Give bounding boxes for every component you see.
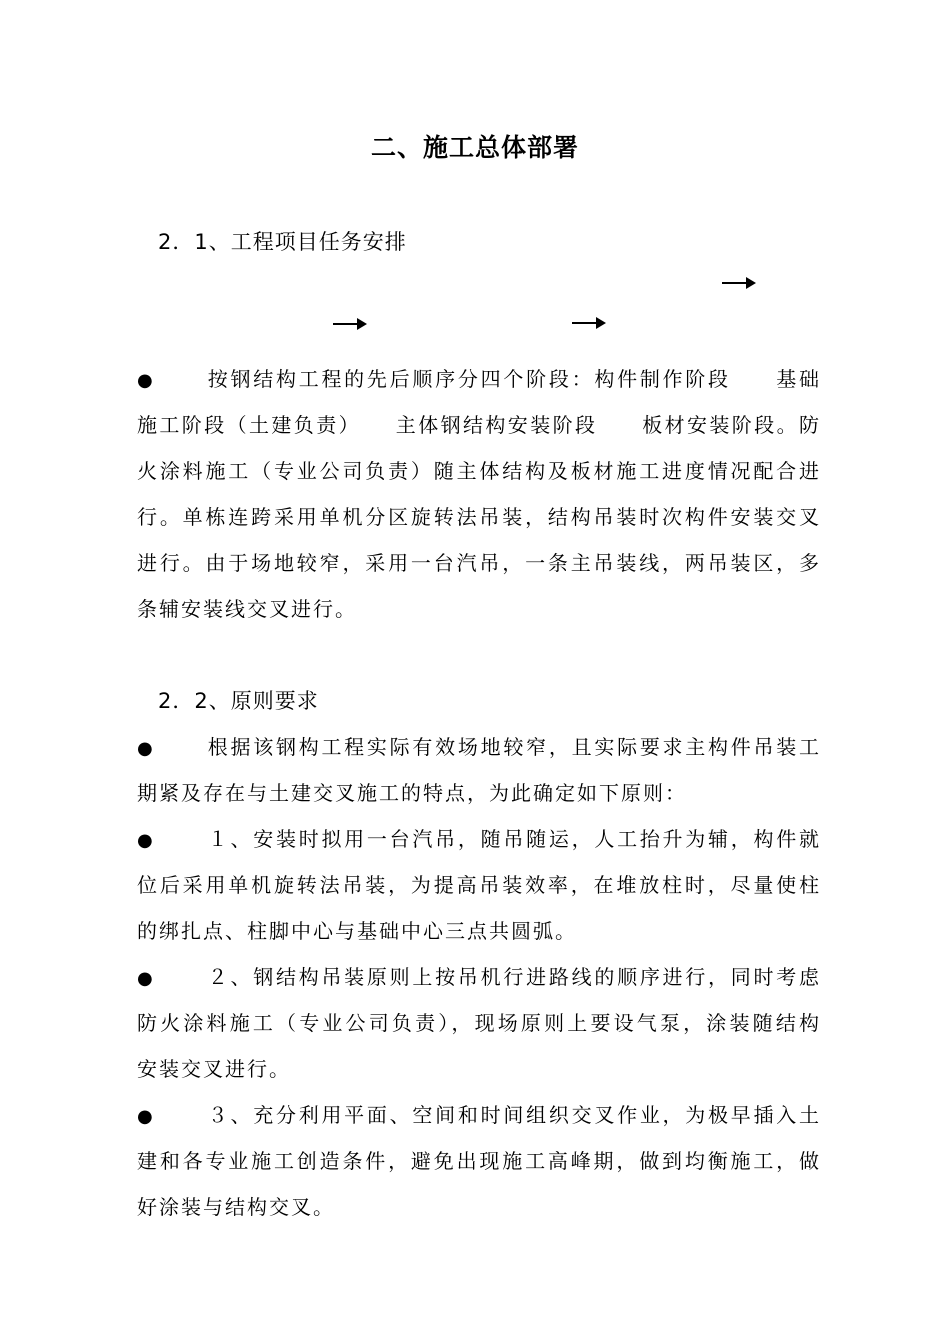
flow-arrow-icon (722, 282, 748, 284)
flow-arrow-icon (333, 323, 359, 325)
section-2-2-paragraph-1 (137, 724, 821, 816)
section-heading-2-2: 2．2、原则要求 (158, 689, 319, 713)
paragraph-line: ● 根据该钢构工程实际有效场地较窄，且实际要求主构件吊装工 (137, 724, 821, 770)
paragraph-line: 建和各专业施工创造条件，避免出现施工高峰期，做到均衡施工，做 (137, 1149, 821, 1173)
section-heading-2-1: 2．1、工程项目任务安排 (158, 230, 407, 254)
paragraph-line: 安装交叉进行。 (137, 1057, 291, 1081)
paragraph-line: 行。单栋连跨采用单机分区旋转法吊装，结构吊装时次构件安装交叉 (137, 505, 821, 529)
paragraph-line: 的绑扎点、柱脚中心与基础中心三点共圆弧。 (137, 919, 577, 943)
section-2-2-paragraph-2 (137, 816, 821, 954)
paragraph-line: 位后采用单机旋转法吊装，为提高吊装效率，在堆放柱时，尽量使柱 (137, 873, 821, 897)
bullet-icon: ● (137, 968, 155, 989)
flow-arrow-icon (572, 322, 598, 324)
page-title: 二、施工总体部署 (370, 133, 579, 162)
bullet-icon: ● (137, 830, 155, 851)
paragraph-line: ● ２、钢结构吊装原则上按吊机行进路线的顺序进行，同时考虑 (137, 954, 821, 1000)
paragraph-line: 施工阶段（土建负责） 主体钢结构安装阶段 板材安装阶段。防 (137, 413, 821, 437)
paragraph-line: 防火涂料施工（专业公司负责），现场原则上要设气泵，涂装随结构 (137, 1011, 821, 1035)
paragraph-line: ● １、安装时拟用一台汽吊，随吊随运，人工抬升为辅，构件就 (137, 816, 821, 862)
section-2-2-paragraph-3 (137, 954, 821, 1092)
paragraph-line: 进行。由于场地较窄，采用一台汽吊，一条主吊装线，两吊装区，多 (137, 551, 821, 575)
paragraph-line: ● ３、充分利用平面、空间和时间组织交叉作业，为极早插入土 (137, 1092, 821, 1138)
bullet-icon: ● (137, 370, 155, 391)
paragraph-line: 火涂料施工（专业公司负责）随主体结构及板材施工进度情况配合进 (137, 459, 821, 483)
section-2-2-paragraph-4 (137, 1092, 821, 1230)
paragraph-line: 好涂装与结构交叉。 (137, 1195, 335, 1219)
bullet-icon: ● (137, 1106, 155, 1127)
paragraph-line: 期紧及存在与土建交叉施工的特点，为此确定如下原则： (137, 781, 687, 805)
section-2-1-paragraph (137, 356, 821, 632)
bullet-icon: ● (137, 738, 155, 759)
paragraph-line: 条辅安装线交叉进行。 (137, 597, 357, 621)
paragraph-line: ● 按钢结构工程的先后顺序分四个阶段：构件制作阶段 基础 (137, 356, 821, 402)
